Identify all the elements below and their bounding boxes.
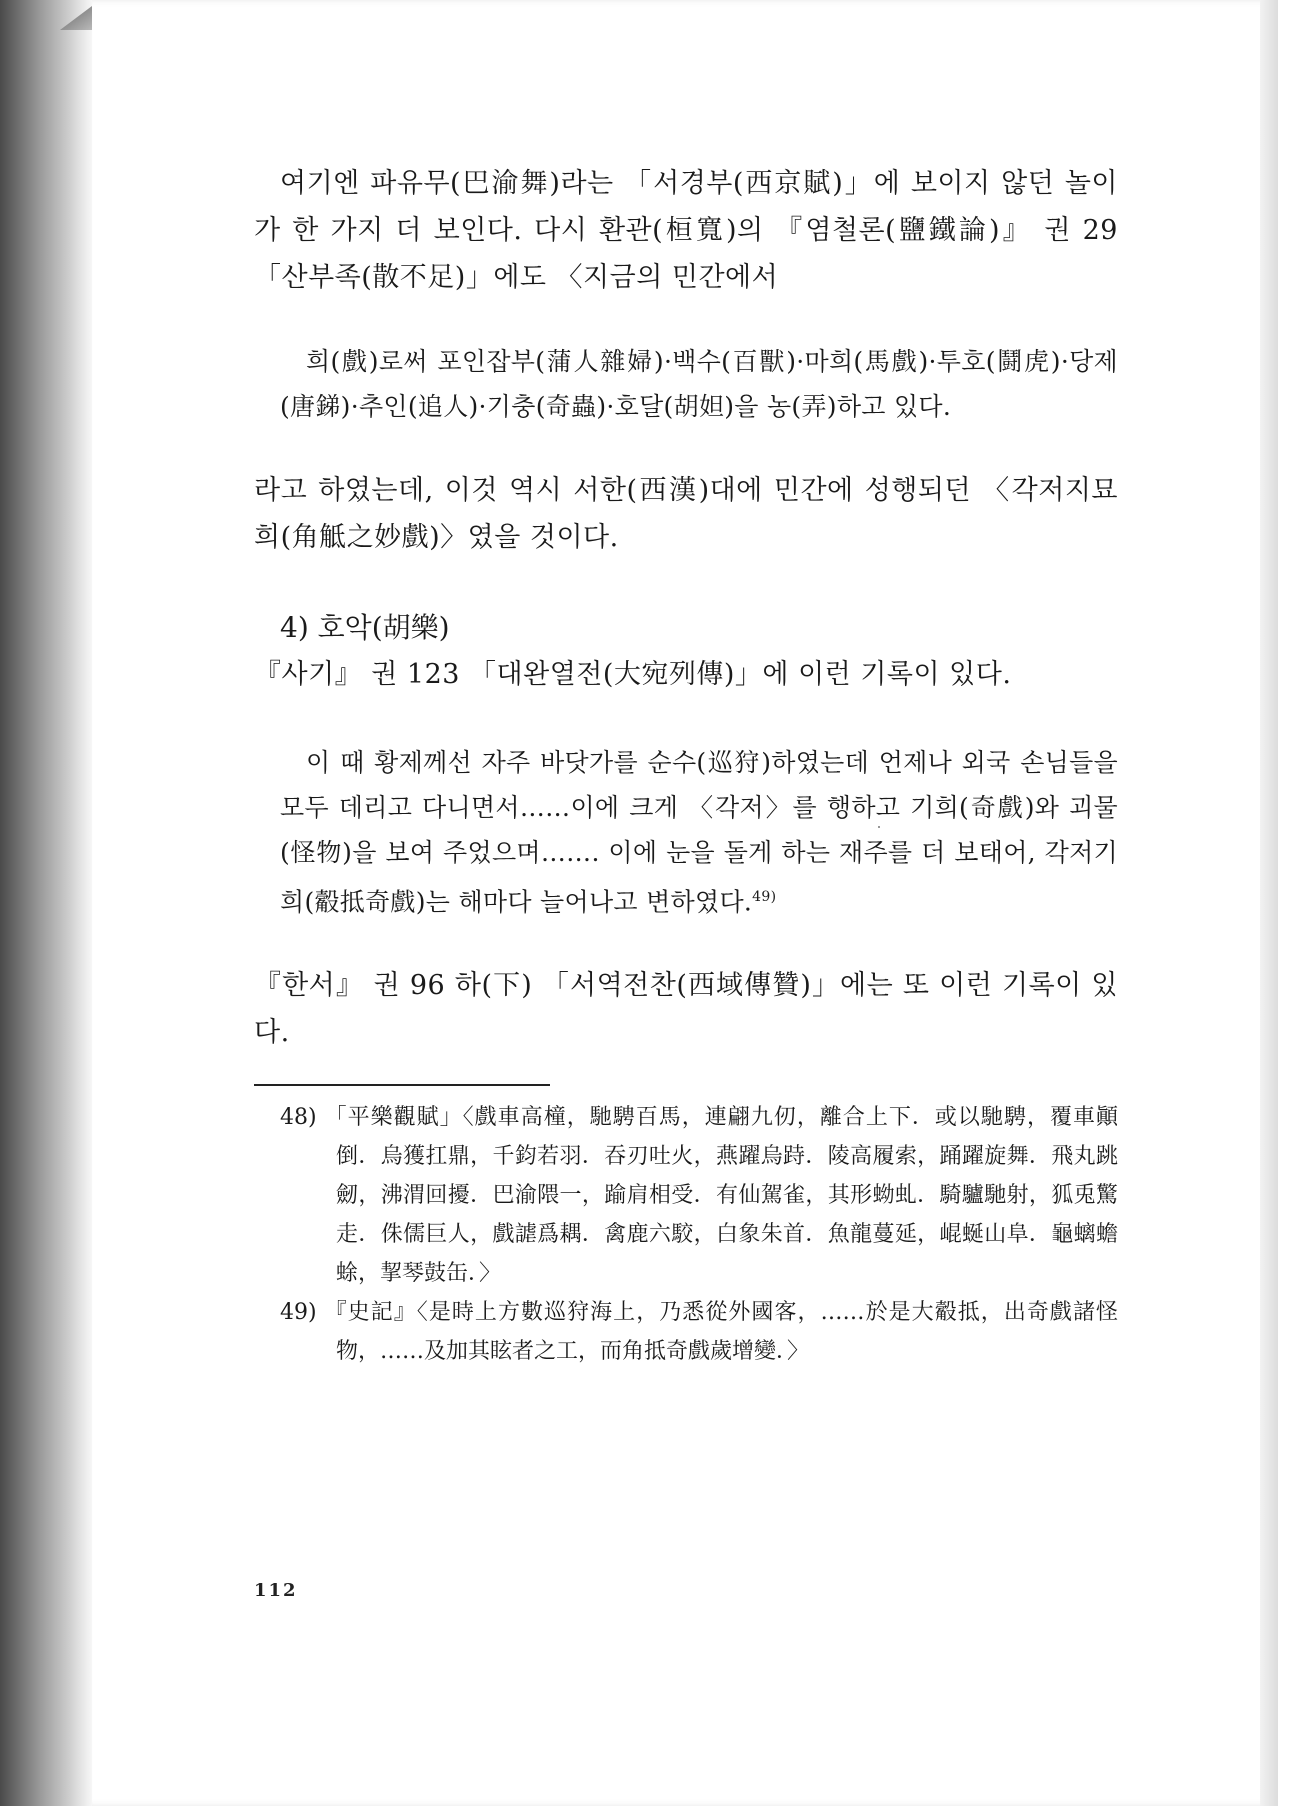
block-quote-2-text: 이 때 황제께선 자주 바닷가를 순수(巡狩)하였는데 언제나 외국 손님들을 모두 데리고 다니면서……이에 크게 〈각저〉를 행하고 기희(奇戲)와 괴물(怪物)을 보여 주었으며……. 이에 눈을 돌게 하는 재주를 더 보태어, 각저기희(觳抵奇戲)는 해마다 늘어나고 변하였다. [280, 748, 1118, 917]
closing-paragraph: 『한서』 권 96 하(下) 「서역전찬(西域傳贊)」에는 또 이런 기록이 있다. [254, 970, 1118, 1049]
block-quote-1: 희(戲)로써 포인잡부(蒲人雜婦)·백수(百獸)·마희(馬戲)·투호(鬪虎)·당제(唐銻)·추인(追人)·기충(奇蟲)·호달(胡妲)을 농(弄)하고 있다. [280, 347, 1118, 421]
page-right-edge-shadow [1260, 0, 1278, 1806]
after-quote-paragraph: 라고 하였는데, 이것 역시 서한(西漢)대에 민간에 성행되던 〈각저지묘희(角觝之妙戲)〉였을 것이다. [254, 475, 1118, 553]
scan-speck [878, 826, 880, 828]
footnote-49 [280, 1293, 1118, 1371]
intro-paragraph: 여기엔 파유무(巴渝舞)라는 「서경부(西京賦)」에 보이지 않던 놀이가 한 가지 더 보인다. 다시 환관(桓寬)의 『염철론(鹽鐵論)』 권 29 「산부족(散不足)」에도 〈지금의 민간에서 [254, 168, 1118, 293]
footnote-49-number: 49) [280, 1300, 317, 1326]
footnote-ref-49: 49) [752, 889, 777, 905]
footnote-48-text: 「平樂觀賦」〈戲車高橦，馳騁百馬，連翩九仞，離合上下．或以馳騁，覆車顚倒．烏獲扛鼎，千鈞若羽．吞刃吐火，燕躍烏跱．陵高履索，踊躍旋舞．飛丸跳劒，沸渭回擾．巴渝隈一，踰肩相受．有仙駕雀，其形蚴虬．騎驢馳射，狐兎驚走．侏儒巨人，戲謔爲耦．禽鹿六駮，白象朱首．魚龍蔓延，崐蜒山阜．龜螭蟾蜍，挈琴鼓缶．〉 [324, 1105, 1118, 1287]
page-number: 112 [254, 1580, 298, 1601]
footnote-48 [280, 1098, 1118, 1293]
block-quote-2 [280, 740, 1118, 924]
section-intro-paragraph: 『사기』 권 123 「대완열전(大宛列傳)」에 이런 기록이 있다. [254, 659, 1012, 690]
section-heading: 4) 호악(胡樂) [280, 611, 450, 644]
page-content [254, 160, 1118, 1371]
book-binding-edge [0, 0, 92, 1806]
footnote-48-number: 48) [280, 1105, 317, 1131]
footnote-49-text: 『史記』〈是時上方數巡狩海上，乃悉從外國客，……於是大觳抵，出奇戲諸怪物，……及加其眩者之工，而角抵奇戲歲增變．〉 [324, 1300, 1118, 1365]
